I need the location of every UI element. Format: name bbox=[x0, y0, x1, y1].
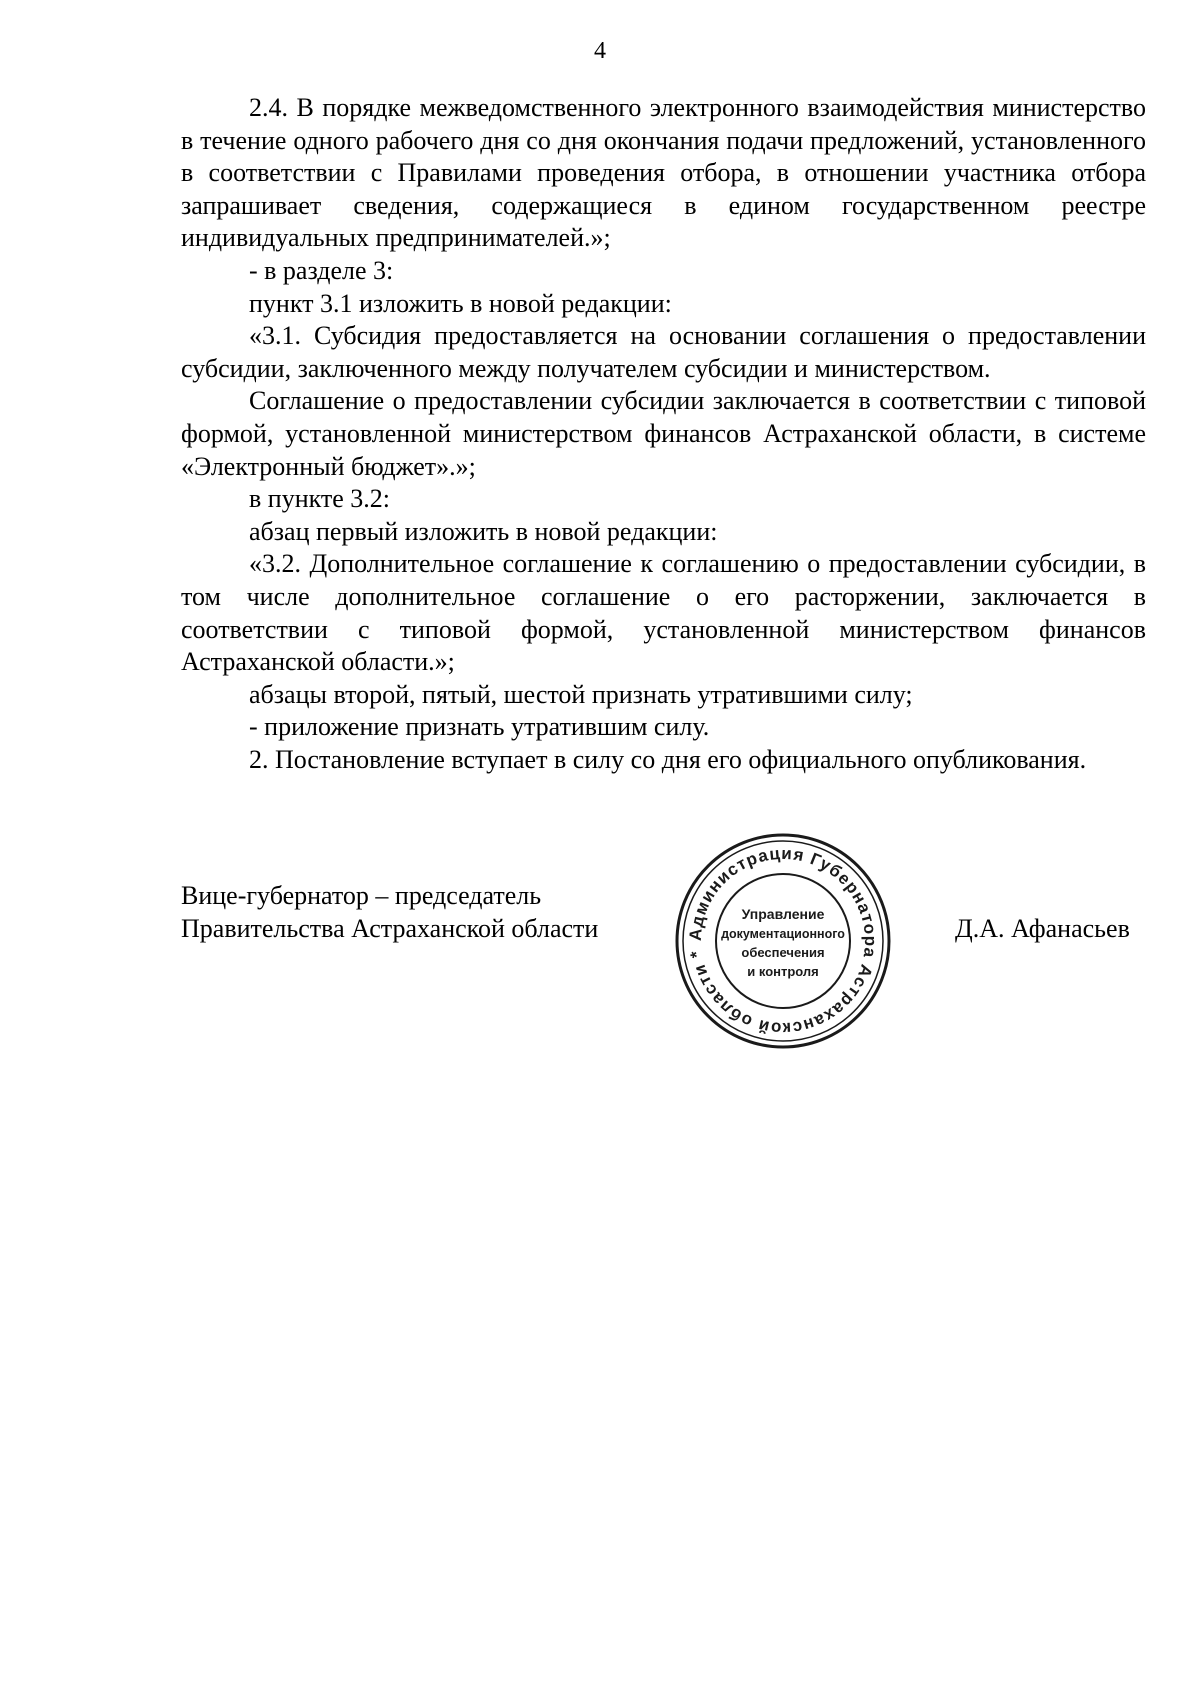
paragraph-3-2: «3.2. Дополнительное соглашение к соглашению о предоставлении субсидии, в том числе дополнительное соглашение о его расторжении, заключается в соответствии с типовой формой, установленной министерством финансов Астраханской области.»; bbox=[181, 549, 1146, 677]
paragraph-abzacs-void: абзацы второй, пятый, шестой признать утратившими силу; bbox=[249, 679, 913, 709]
seal-graphic bbox=[673, 831, 893, 1051]
paragraph-first-abzac: абзац первый изложить в новой редакции: bbox=[249, 516, 718, 546]
paragraph-3-1: «3.1. Субсидия предоставляется на основании соглашения о предоставлении субсидии, заключенного между получателем субсидии и министерством. bbox=[181, 321, 1146, 383]
paragraph-point-3-2: в пункте 3.2: bbox=[249, 484, 391, 514]
document-body bbox=[181, 92, 1146, 776]
paragraph-effective: 2. Постановление вступает в силу со дня его официального опубликования. bbox=[249, 744, 1087, 774]
paragraph-agreement: Соглашение о предоставлении субсидии заключается в соответствии с типовой формой, установленной министерством финансов Астраханской области, в системе «Электронный бюджет».»; bbox=[181, 386, 1146, 481]
paragraph-2-4: 2.4. В порядке межведомственного электронного взаимодействия министерство в течение одного рабочего дня со дня окончания подачи предложений, установленного в соответствии с Правилами проведения отбора, в отношении участника отбора запрашивает сведения, содержащиеся в едином государственном реестре индивидуальных предпринимателей.»; bbox=[181, 93, 1146, 253]
seal-center-line2: документационного bbox=[721, 927, 845, 941]
signatory-name: Д.А. Афанасьев bbox=[955, 914, 1130, 943]
paragraph-appendix-void: - приложение признать утратившим силу. bbox=[249, 712, 710, 742]
page-number: 4 bbox=[594, 38, 606, 64]
seal-center-line4: и контроля bbox=[747, 964, 819, 979]
signatory-position bbox=[181, 880, 598, 945]
seal-center-line1: Управление bbox=[741, 906, 825, 922]
official-seal bbox=[673, 831, 893, 1051]
signatory-position-line1: Вице-губернатор – председатель bbox=[181, 881, 542, 910]
paragraph-section-3: - в разделе 3: bbox=[249, 255, 394, 285]
paragraph-point-3-1-intro: пункт 3.1 изложить в новой редакции: bbox=[249, 288, 672, 318]
seal-ring-text: Администрация Губернатора Астраханской области * bbox=[685, 843, 881, 1039]
signatory-position-line2: Правительства Астраханской области bbox=[181, 913, 599, 943]
seal-center-line3: обеспечения bbox=[741, 945, 825, 960]
